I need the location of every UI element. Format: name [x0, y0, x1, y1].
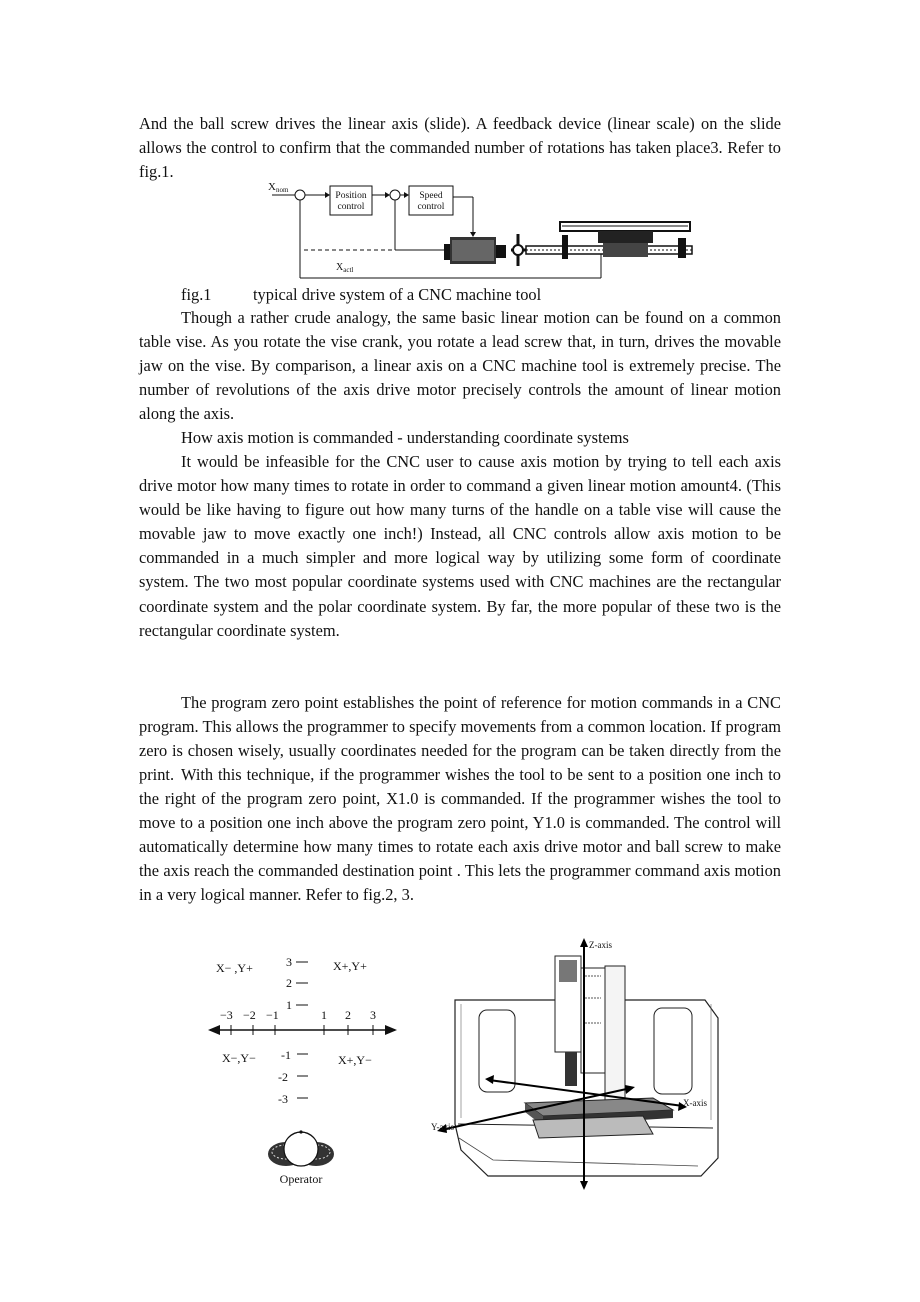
fig1-caption-text: typical drive system of a CNC machine tool	[253, 285, 542, 304]
fig2-y-tick-1: 1	[286, 998, 292, 1012]
operator-icon	[268, 1130, 334, 1166]
fig1-block1-line2: control	[337, 202, 365, 212]
fig2-x-tick-neg3: −3	[220, 1008, 233, 1022]
fig3-y-axis-label: Y-axis	[431, 1122, 454, 1132]
fig2-quadrant-2-label: X− ,Y+	[216, 961, 253, 975]
section-heading-axis-motion: How axis motion is commanded - understanding coordinate systems	[181, 428, 629, 447]
fig2-y-tick-neg2: -2	[278, 1070, 288, 1084]
fig1-block2-line2: control	[417, 202, 445, 212]
fig3-machining-center-diagram	[413, 938, 723, 1190]
fig1-caption	[181, 283, 541, 307]
spindle-column	[555, 956, 625, 1106]
fig2-x-tick-3: 3	[370, 1008, 376, 1022]
fig2-x-tick-neg1: −1	[266, 1008, 279, 1022]
fig2-x-axis-ticks	[220, 1008, 376, 1022]
paragraph-coordinate-systems: It would be infeasible for the CNC user to cause axis motion by trying to tell each axis drive motor how many times to rotate in order to command a given linear motion amount4. (This would be like having to figure out how many turns of the handle on a table vise will cause the movable jaw to move exactly one inch!) Instead, all CNC controls allow axis motion to be commanded in a much simpler and more logical way by utilizing some form of coordinate system. The two most popular coordinate systems used with CNC machines are the rectangular coordinate system and the polar coordinate system. By far, the more popular of these two is the rectangular coordinate system.	[139, 452, 781, 640]
fig3-x-axis-label: X-axis	[683, 1098, 707, 1108]
fig1-block2-line1: Speed	[419, 191, 443, 201]
fig2-x-tick-neg2: −2	[243, 1008, 256, 1022]
paragraph-table-vise: Though a rather crude analogy, the same basic linear motion can be found on a common table vise. As you rotate the vise crank, you rotate a lead screw that, in turn, drives the movable jaw on the vise. By comparison, a linear axis on a CNC machine tool is extremely precise. The number of revolutions of the axis drive motor precisely controls the amount of linear motion along the axis.	[139, 308, 781, 424]
fig1-summing-junction-1	[295, 190, 305, 200]
work-table	[525, 1098, 673, 1138]
fig2-x-axis	[208, 1025, 397, 1035]
fig1-block1-line1: Position	[335, 191, 367, 201]
fig1-drive-system-diagram	[268, 182, 700, 282]
fig2-y-tick-2: 2	[286, 976, 292, 990]
fig2-y-tick-neg3: -3	[278, 1092, 288, 1106]
fig1-input-label: Xnom	[268, 182, 289, 194]
fig2-rectangular-coordinate-diagram	[200, 948, 410, 1188]
fig2-quadrant-1-label: X+,Y+	[333, 959, 367, 973]
fig2-x-tick-2: 2	[345, 1008, 351, 1022]
fig1-summing-junction-2	[390, 190, 400, 200]
paragraph-program-zero: The program zero point establishes the point of reference for motion commands in a CNC program. This allows the programmer to specify movements from a common location. If program zero is chosen wisely, usually coordinates needed for the program can be taken directly from the print.	[139, 693, 781, 785]
paragraph-ball-screw: And the ball screw drives the linear axis (slide). A feedback device (linear scale) on the slide allows the control to confirm that the commanded number of rotations has taken place3. Refer to fig.1.	[139, 114, 781, 182]
fig1-coupling	[511, 234, 526, 266]
fig3-z-axis-label: Z-axis	[589, 940, 612, 950]
fig1-feedback-label: $X_{actl}$	[336, 262, 354, 274]
paragraph-technique: With this technique, if the programmer wishes the tool to be sent to a position one inch to the right of the program zero point, X1.0 is commanded. If the programmer wishes the tool to move to a position one inch above the program zero point, Y1.0 is commanded. The control will automatically determine how many times to rotate each axis drive motor and ball screw to make the axis reach the commanded destination point . This lets the programmer command axis motion in a very logical manner. Refer to fig.2, 3.	[139, 765, 781, 905]
fig2-y-tick-3: 3	[286, 955, 292, 969]
fig2-x-tick-1: 1	[321, 1008, 327, 1022]
fig1-motor	[444, 237, 506, 264]
fig2-quadrant-4-label: X+,Y−	[338, 1053, 372, 1067]
fig2-y-tick-neg1: -1	[281, 1048, 291, 1062]
fig2-quadrant-3-label: X−,Y−	[222, 1051, 256, 1065]
fig2-operator-label: Operator	[279, 1172, 323, 1186]
fig1-caption-number: fig.1	[181, 285, 212, 304]
